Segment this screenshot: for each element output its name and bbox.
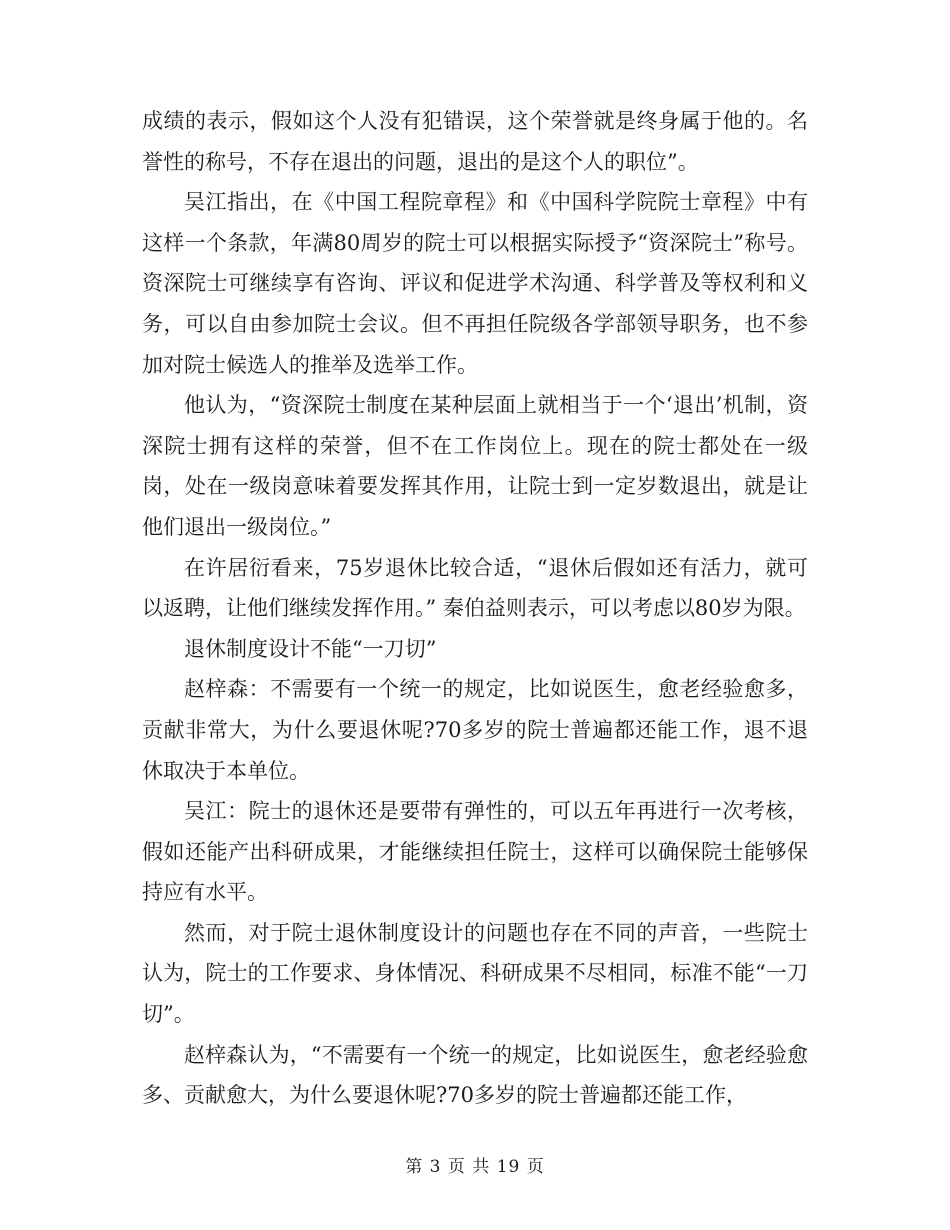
document-body bbox=[142, 101, 808, 1116]
paragraph: 在许居衍看来，75岁退休比较合适，“退休后假如还有活力，就可以返聘，让他们继续发挥作用。” 秦伯益则表示，可以考虑以80岁为限。 bbox=[142, 555, 808, 621]
paragraph: 赵梓森认为，“不需要有一个统一的规定，比如说医生，愈老经验愈多、贡献愈大，为什么要退休呢?70多岁的院士普遍都还能工作， bbox=[142, 1042, 808, 1108]
paragraph: 吴江指出，在《中国工程院章程》和《中国科学院院士章程》中有这样一个条款，年满80周岁的院士可以根据实际授予“资深院士”称号。资深院士可继续享有咨询、评议和促进学术沟通、科学普及等权利和义务，可以自由参加院士会议。但不再担任院级各学部领导职务，也不参加对院士候选人的推举及选举工作。 bbox=[142, 190, 808, 377]
paragraph: 吴江：院士的退休还是要带有弹性的，可以五年再进行一次考核，假如还能产出科研成果，才能继续担任院士，这样可以确保院士能够保持应有水平。 bbox=[142, 799, 808, 905]
paragraph: 他认为，“资深院士制度在某种层面上就相当于一个‘退出’机制，资深院士拥有这样的荣誉，但不在工作岗位上。现在的院士都处在一级岗，处在一级岗意味着要发挥其作用，让院士到一定岁数退出，就是让他们退出一级岗位。” bbox=[142, 393, 808, 539]
section-heading: 退休制度设计不能“一刀切” bbox=[184, 636, 437, 661]
paragraph: 成绩的表示，假如这个人没有犯错误，这个荣誉就是终身属于他的。名誉性的称号，不存在退出的问题，退出的是这个人的职位”。 bbox=[142, 109, 808, 174]
paragraph: 赵梓森：不需要有一个统一的规定，比如说医生，愈老经验愈多，贡献非常大，为什么要退休呢?70多岁的院士普遍都还能工作，退不退休取决于本单位。 bbox=[142, 677, 808, 783]
page-number-footer: 第 3 页 共 19 页 bbox=[405, 1157, 545, 1177]
paragraph: 然而，对于院士退休制度设计的问题也存在不同的声音，一些院士认为，院士的工作要求、身体情况、科研成果不尽相同，标准不能“一刀切”。 bbox=[142, 920, 808, 1027]
